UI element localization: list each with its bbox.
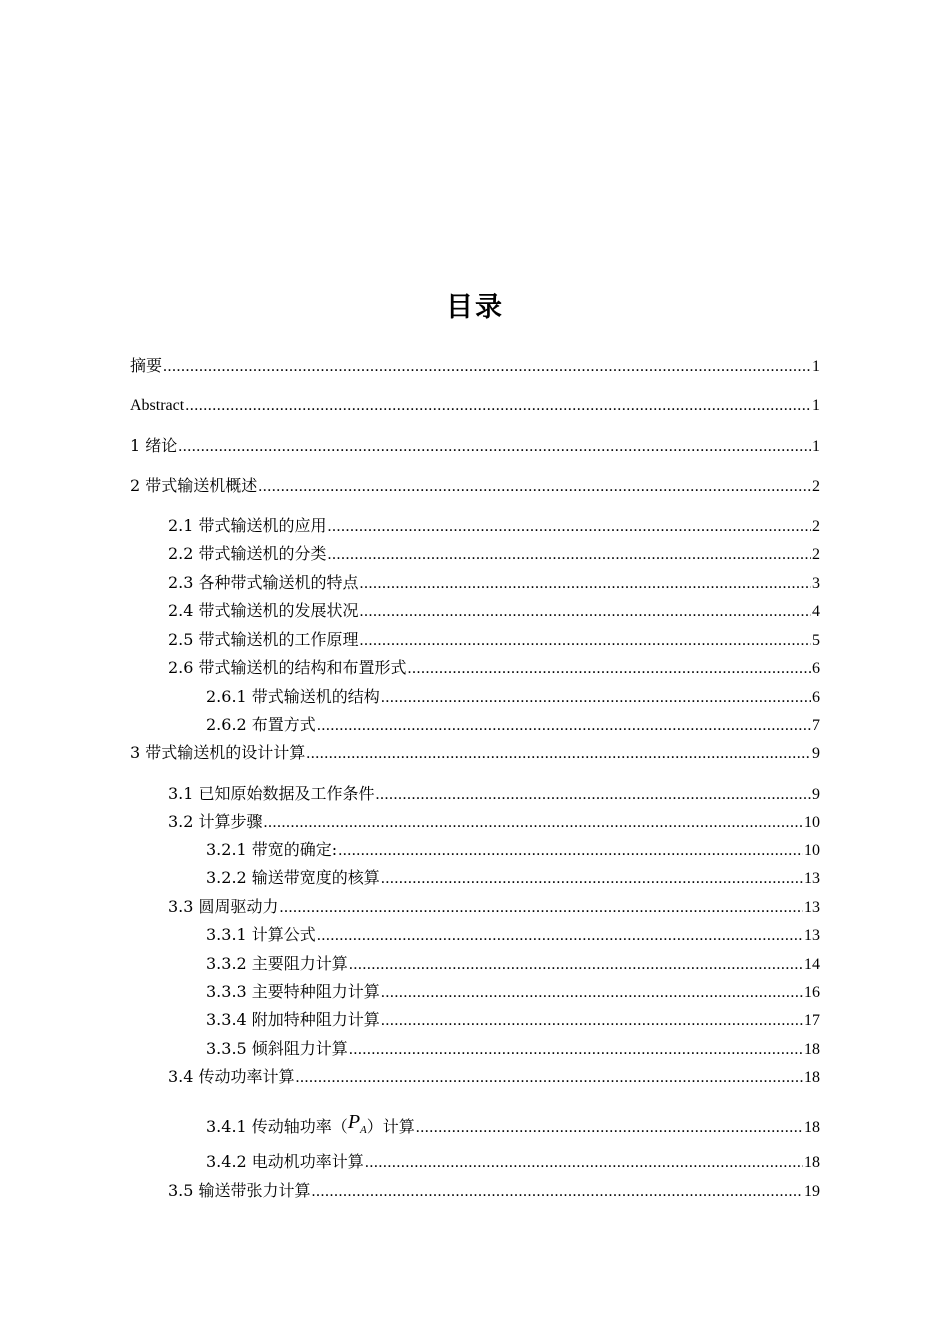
toc-entry-3-3-1[interactable] [206, 924, 820, 946]
toc-entry-page: 19 [804, 1183, 820, 1200]
toc-entry-label [206, 1111, 415, 1145]
toc-leader-dots [381, 982, 803, 1004]
toc-entry-page: 6 [812, 689, 820, 706]
toc-entry-label: 摘要 [130, 356, 163, 375]
toc-entry-page: 1 [812, 438, 820, 455]
toc-leader-dots [338, 840, 803, 862]
toc-entry-page: 9 [812, 786, 820, 803]
toc-entry-page: 2 [812, 478, 820, 495]
toc-leader-dots [328, 544, 811, 566]
toc-entry-page: 14 [804, 956, 820, 973]
toc-entry-page: 13 [804, 899, 820, 916]
toc-leader-dots [317, 715, 811, 737]
toc-entry-page: 2 [812, 518, 820, 535]
toc-entry-page: 9 [812, 745, 820, 762]
toc-leader-dots [317, 925, 803, 947]
toc-entry-label: 3.4 传动功率计算 [168, 1067, 295, 1086]
toc-entry-3-4-2[interactable] [206, 1151, 820, 1173]
toc-leader-dots [416, 1117, 803, 1139]
toc-entry-label: 3.3.4 附加特种阻力计算 [206, 1010, 380, 1029]
toc-entry-page: 17 [804, 1012, 820, 1029]
toc-leader-dots [381, 868, 803, 890]
toc-entry-label: 3 带式输送机的设计计算 [130, 743, 306, 762]
toc-entry-chapter-2[interactable] [130, 475, 820, 497]
toc-entry-page: 3 [812, 575, 820, 592]
toc-entry-2-6-2[interactable] [206, 714, 820, 736]
toc-entry-label: 2 带式输送机概述 [130, 476, 258, 495]
toc-leader-dots [376, 784, 811, 806]
toc-entry-label: 2.6.2 布置方式 [206, 715, 316, 734]
toc-entry-label: 3.3.5 倾斜阻力计算 [206, 1039, 348, 1058]
toc-entry-3-2[interactable] [168, 811, 820, 833]
toc-entry-page: 1 [812, 358, 820, 375]
toc-entry-label: 2.6 带式输送机的结构和布置形式 [168, 658, 407, 677]
toc-leader-dots [178, 436, 811, 458]
toc-leader-dots [360, 573, 811, 595]
toc-entry-label: 3.3 圆周驱动力 [168, 897, 279, 916]
toc-entry-3-4[interactable] [168, 1066, 820, 1088]
toc-leader-dots [258, 476, 811, 498]
toc-entry-page: 7 [812, 717, 820, 734]
toc-entry-3-4-1[interactable] [206, 1111, 820, 1137]
toc-entry-2-1[interactable] [168, 515, 820, 537]
toc-entry-label: 2.5 带式输送机的工作原理 [168, 630, 359, 649]
toc-entry-page: 16 [804, 984, 820, 1001]
toc-entry-3-2-2[interactable] [206, 867, 820, 889]
toc-leader-dots [349, 1039, 803, 1061]
toc-entry-label: 2.6.1 带式输送机的结构 [206, 687, 380, 706]
toc-entry-chapter-3[interactable] [130, 742, 820, 764]
toc-entry-page: 10 [804, 842, 820, 859]
toc-entry-abstract-cn[interactable] [130, 355, 820, 377]
toc-entry-2-4[interactable] [168, 600, 820, 622]
toc-leader-dots [280, 897, 803, 919]
toc-leader-dots [365, 1152, 803, 1174]
toc-entry-page: 10 [804, 814, 820, 831]
toc-entry-abstract-en[interactable] [130, 395, 820, 417]
toc-entry-label: 3.3.3 主要特种阻力计算 [206, 982, 380, 1001]
toc-entry-label: 3.3.1 计算公式 [206, 925, 316, 944]
toc-entry-introduction[interactable] [130, 435, 820, 457]
toc-entry-page: 2 [812, 546, 820, 563]
toc-entry-page: 18 [804, 1041, 820, 1058]
toc-leader-dots [349, 954, 803, 976]
toc-entry-3-2-1[interactable] [206, 839, 820, 861]
toc-leader-dots [185, 395, 811, 417]
toc-entry-label: 2.3 各种带式输送机的特点 [168, 573, 359, 592]
toc-entry-3-1[interactable] [168, 783, 820, 805]
toc-entry-2-3[interactable] [168, 572, 820, 594]
toc-entry-label: 3.2.1 带宽的确定: [206, 840, 338, 859]
toc-entry-label: 2.4 带式输送机的发展状况 [168, 601, 359, 620]
toc-entry-page: 13 [804, 870, 820, 887]
toc-entry-page: 18 [804, 1069, 820, 1086]
toc-entry-label-before: 3.4.1 传动轴功率（ [206, 1117, 348, 1136]
toc-entry-page: 18 [804, 1154, 820, 1171]
toc-leader-dots [408, 658, 811, 680]
toc-entry-page: 13 [804, 927, 820, 944]
toc-entry-label: 1 绪论 [130, 436, 178, 455]
toc-leader-dots [360, 601, 811, 623]
toc-entry-2-6-1[interactable] [206, 686, 820, 708]
toc-entry-label: 3.3.2 主要阻力计算 [206, 954, 348, 973]
toc-entry-2-6[interactable] [168, 657, 820, 679]
toc-leader-dots [306, 743, 811, 765]
toc-entry-label: 2.1 带式输送机的应用 [168, 516, 327, 535]
toc-leader-dots [328, 516, 811, 538]
toc-entry-page: 4 [812, 603, 820, 620]
toc-leader-dots [296, 1067, 803, 1089]
toc-entry-label: 3.4.2 电动机功率计算 [206, 1152, 364, 1171]
toc-entry-3-3[interactable] [168, 896, 820, 918]
toc-leader-dots [312, 1181, 803, 1203]
toc-entry-2-2[interactable] [168, 543, 820, 565]
toc-entry-label: 3.2 计算步骤 [168, 812, 263, 831]
toc-leader-dots [381, 1010, 803, 1032]
toc-entry-label: 3.1 已知原始数据及工作条件 [168, 784, 375, 803]
page-title: 目录 [446, 292, 504, 323]
toc-entry-label: 2.2 带式输送机的分类 [168, 544, 327, 563]
toc-leader-dots [264, 812, 803, 834]
toc-entry-label: 3.5 输送带张力计算 [168, 1181, 311, 1200]
math-subscript: A [360, 1124, 367, 1136]
toc-entry-page: 1 [812, 397, 820, 414]
toc-entry-3-3-5[interactable] [206, 1038, 820, 1060]
toc-entry-label: Abstract [130, 397, 185, 414]
math-symbol: P [347, 1111, 361, 1133]
toc-leader-dots [381, 687, 811, 709]
toc-entry-page: 6 [812, 660, 820, 677]
toc-entry-page: 5 [812, 632, 820, 649]
toc-leader-dots [163, 356, 811, 378]
math-symbol-pa [347, 1111, 367, 1136]
toc-entry-3-3-2[interactable] [206, 953, 820, 975]
toc-entry-page: 18 [804, 1119, 820, 1136]
toc-entry-2-5[interactable] [168, 629, 820, 651]
toc-entry-label-after: ）计算 [366, 1117, 415, 1136]
toc-leader-dots [360, 630, 811, 652]
toc-entry-label: 3.2.2 输送带宽度的核算 [206, 868, 380, 887]
toc-entry-3-3-4[interactable] [206, 1009, 820, 1031]
toc-entry-3-3-3[interactable] [206, 981, 820, 1003]
toc-entry-3-5[interactable] [168, 1180, 820, 1202]
